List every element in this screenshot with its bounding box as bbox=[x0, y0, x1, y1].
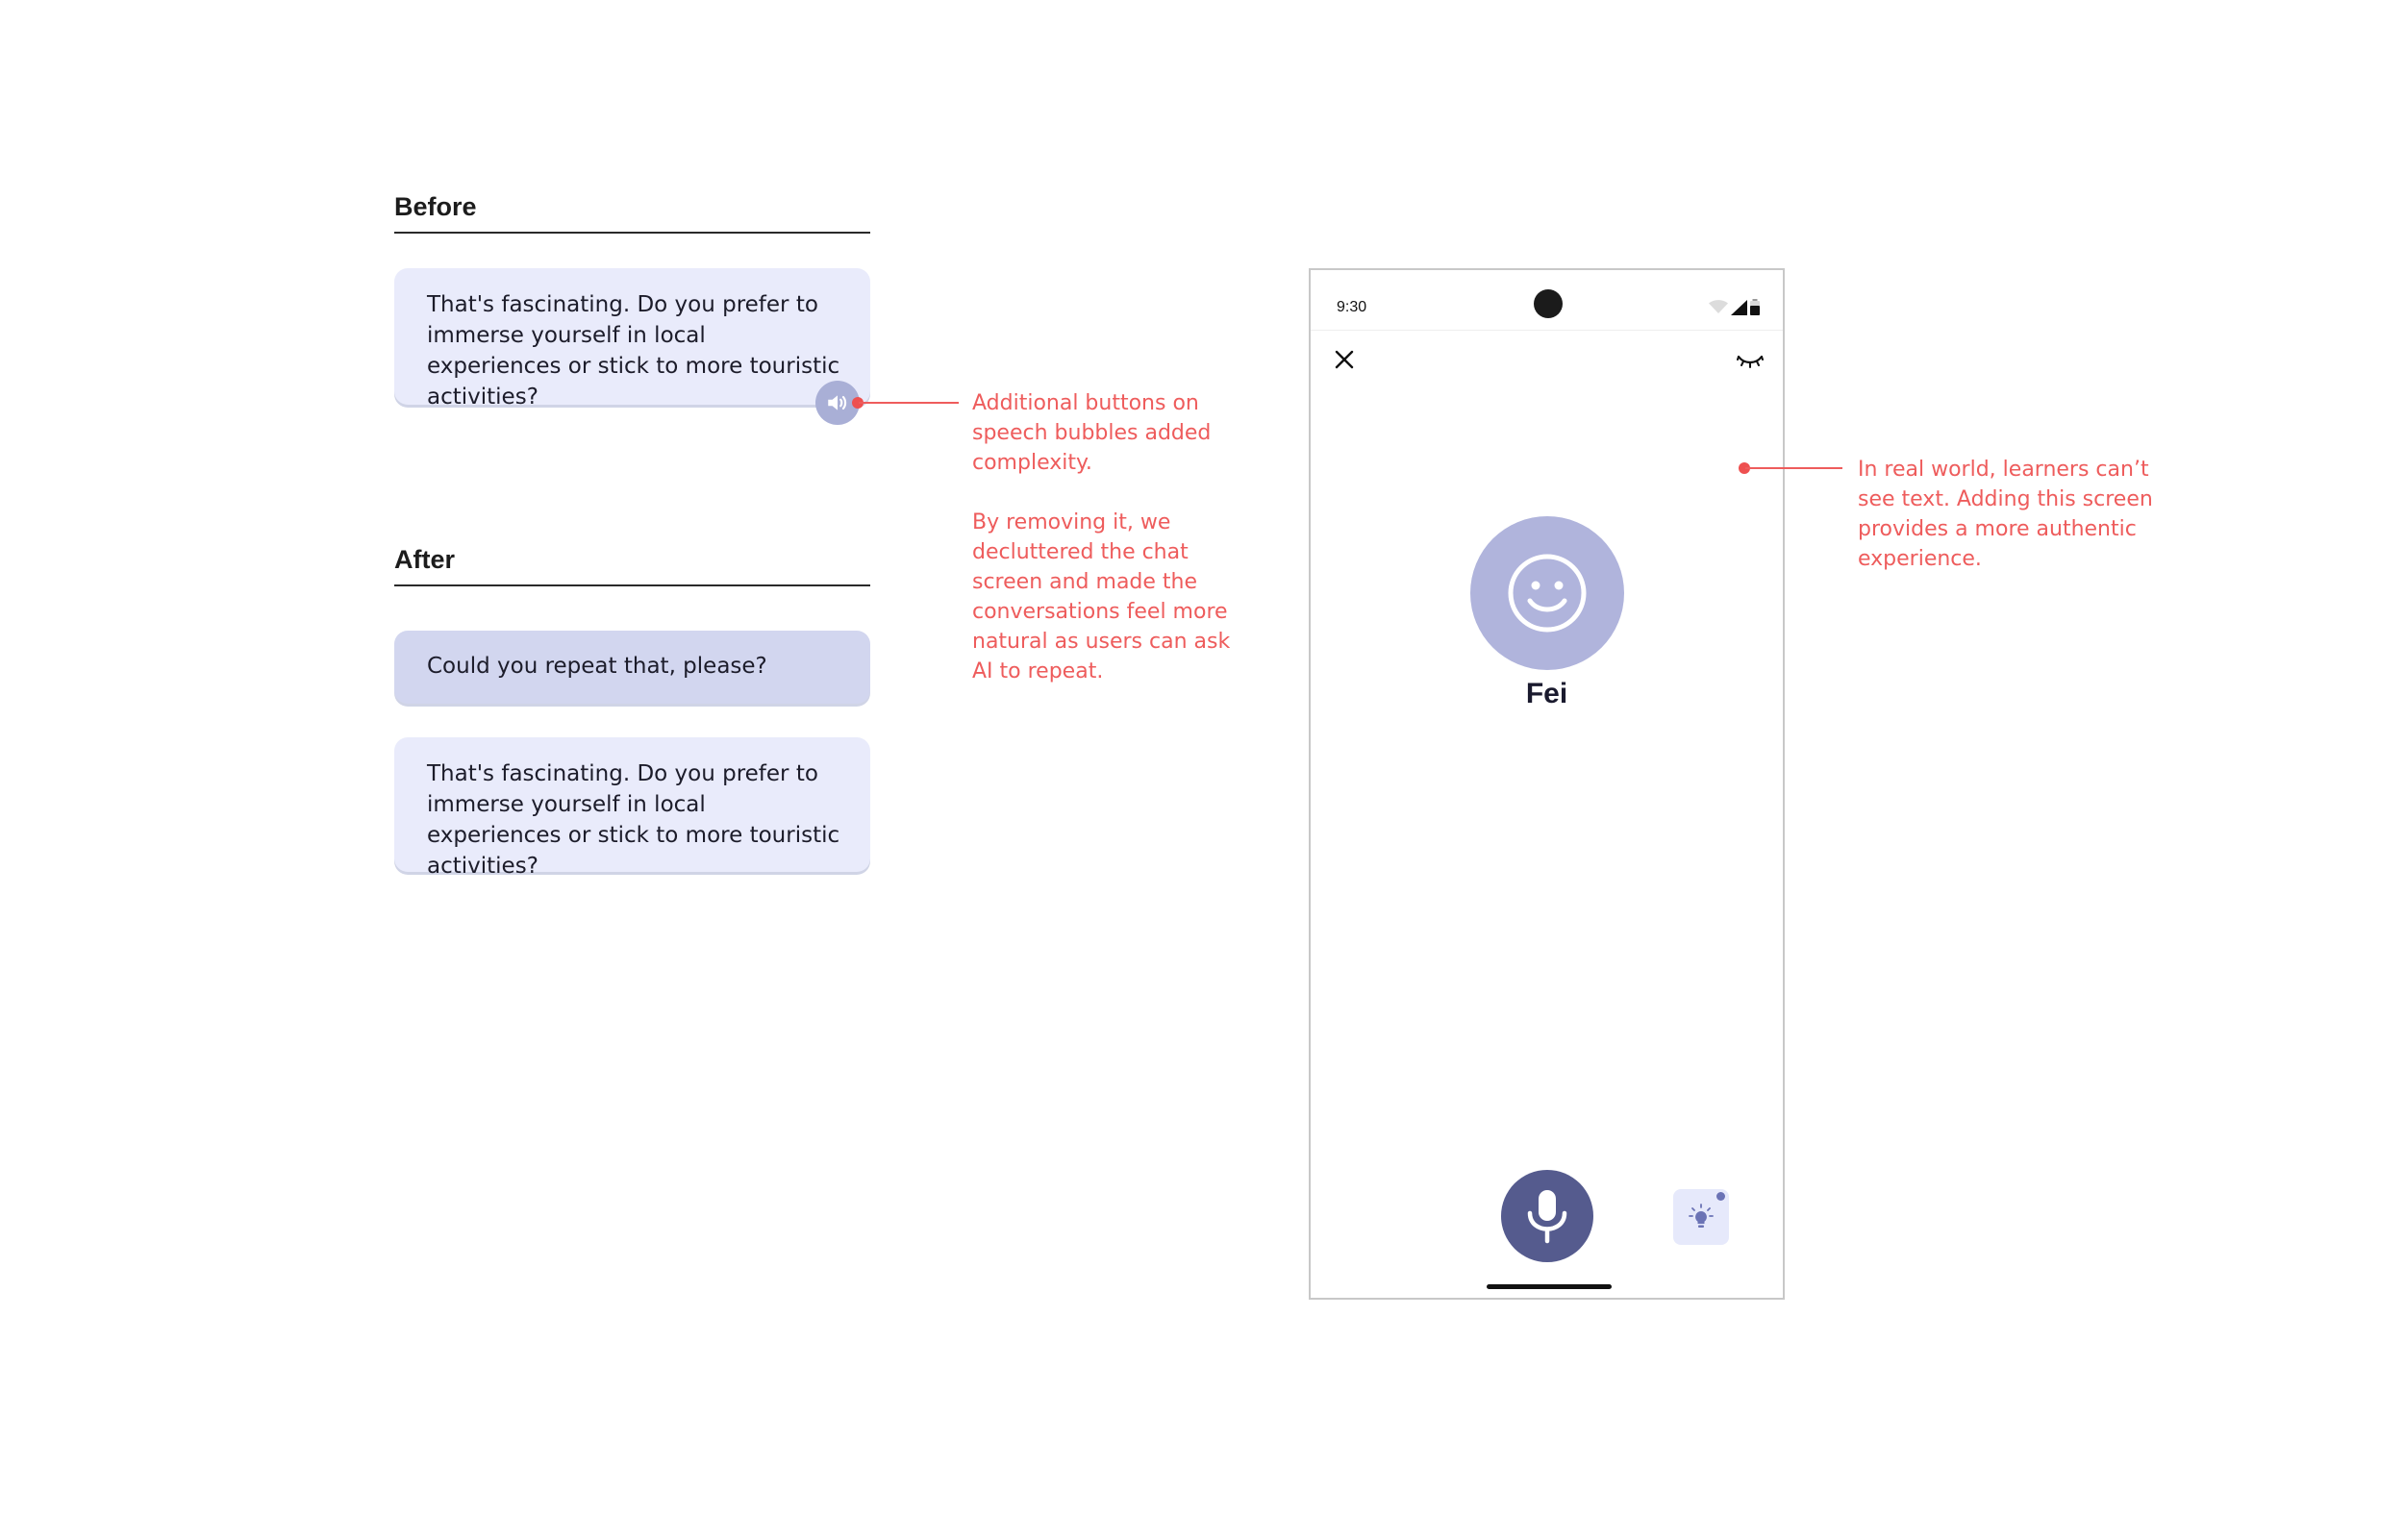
after-ai-speech-bubble bbox=[394, 737, 870, 879]
front-camera bbox=[1534, 289, 1563, 318]
status-bar bbox=[1311, 270, 1783, 331]
speaker-icon bbox=[825, 390, 850, 415]
hint-notification-dot bbox=[1716, 1192, 1725, 1201]
annotation-hidden-text: In real world, learners can’t see text. Adding this screen provides a more authentic experience. bbox=[1858, 458, 2153, 571]
annotation-line-speech bbox=[859, 402, 959, 404]
home-indicator bbox=[1487, 1284, 1612, 1289]
status-time: 9:30 bbox=[1337, 299, 1367, 315]
after-heading: After bbox=[394, 545, 870, 586]
eye-closed-icon[interactable] bbox=[1737, 353, 1764, 368]
lightbulb-icon bbox=[1687, 1203, 1715, 1231]
microphone-icon bbox=[1525, 1188, 1569, 1244]
after-user-bubble-text: Could you repeat that, please? bbox=[427, 654, 767, 679]
phone-mockup bbox=[1309, 268, 1785, 1300]
close-icon[interactable] bbox=[1334, 349, 1355, 370]
wifi-icon bbox=[1709, 300, 1728, 314]
microphone-button[interactable] bbox=[1501, 1170, 1593, 1262]
annotation-line-phone bbox=[1745, 467, 1842, 469]
annotation-speech-buttons: Additional buttons on speech bubbles added complexity. bbox=[972, 391, 1212, 475]
after-user-speech-bubble bbox=[394, 631, 870, 704]
before-ai-speech-bubble bbox=[394, 268, 870, 410]
before-heading: Before bbox=[394, 192, 870, 234]
hint-button[interactable] bbox=[1673, 1189, 1729, 1245]
annotation-removal-reason: By removing it, we decluttered the chat screen and made the conversations feel more natural as users can ask AI to repeat. bbox=[972, 510, 1231, 683]
before-ai-bubble-text: That's fascinating. Do you prefer to immerse yourself in local experiences or stick to more touristic activities? bbox=[427, 292, 840, 410]
status-icons bbox=[1709, 299, 1760, 315]
signal-icon bbox=[1731, 300, 1747, 315]
character-avatar bbox=[1470, 516, 1624, 670]
smiley-face-icon bbox=[1507, 553, 1588, 633]
character-name: Fei bbox=[1525, 678, 1568, 709]
after-ai-bubble-text: That's fascinating. Do you prefer to immerse yourself in local experiences or stick to more touristic activities? bbox=[427, 761, 840, 879]
battery-icon bbox=[1750, 299, 1760, 315]
